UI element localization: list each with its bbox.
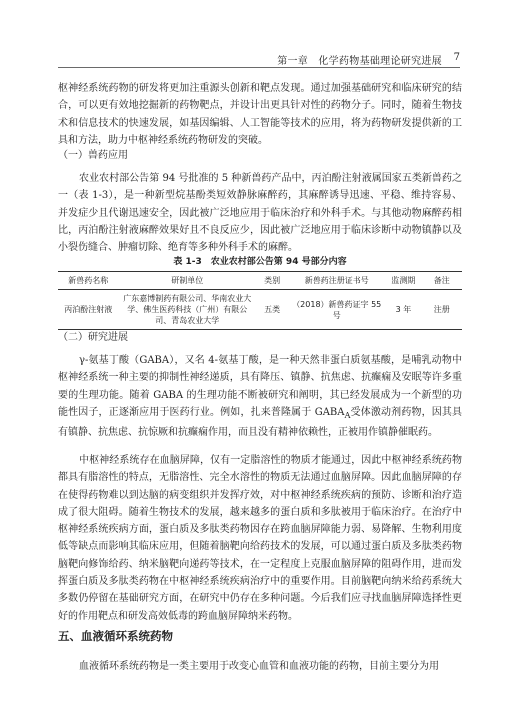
- header-rule: [58, 67, 460, 68]
- page-number: 7: [453, 52, 460, 63]
- cell-developer: 广东嘉博制药有限公司、华南农业大学、佛生医药科技（广州）有限公司、青岛农业大学: [119, 290, 256, 330]
- paragraph: 枢神经系统药物的研发将更加注重源头创新和靶点发现。通过加强基础研究和临床研究的结合，可以更有效地挖掘新的药物靶点，并设计出更具针对性的药物分子。同时，随着生物技术和信息技术的快速发展，如基因编辑、人工智能等技术的应用，将为药物研发提供新的工具和方法，助力中枢神经系统药物研发的突破。: [58, 83, 462, 146]
- column-header: 备注: [422, 272, 462, 290]
- paragraph-5-block: [58, 658, 462, 675]
- subheading-vet: （一）兽药应用: [58, 150, 128, 161]
- cell-name: 丙泊酚注射液: [58, 290, 119, 330]
- paragraph-1-block: [58, 80, 462, 149]
- paragraph-3-block: [58, 352, 462, 441]
- column-header: 新兽药注册证书号: [288, 272, 385, 290]
- column-header: 监测期: [385, 272, 421, 290]
- table-caption: 表 1-3 农业农村部公告第 94 号部分内容: [173, 257, 347, 267]
- chapter-title: 第一章 化学药物基础理论研究进展: [277, 56, 442, 67]
- table-header-row: [58, 272, 462, 290]
- cell-cert: （2018）新兽药证字 55 号: [288, 290, 385, 330]
- table-block: [58, 254, 462, 330]
- table-row: [58, 290, 462, 330]
- section-heading-block: [58, 628, 462, 644]
- heading-block: [58, 148, 462, 164]
- heading-block: [58, 330, 462, 346]
- paragraph-2-block: [58, 170, 462, 256]
- paragraph: 农业农村部公告第 94 号批准的 5 种新兽药产品中，丙泊酚注射液属国家五类新兽药之一（表 1-3），是一种新型烷基酚类短效静脉麻醉药，其麻醉诱导迅速、平稳、维持容易、并发症少且代谢迅速安全，因此被广泛地应用于临床治疗和外科手术。与其他动物麻醉药相比，丙泊酚注射液麻醉效果好且不良反应少，因此被广泛地应用于临床诊断中动物镇静以及小裂伤缝合、肿瘤切除、绝育等多种外科手术的麻醉。: [58, 173, 462, 254]
- paragraph: 血液循环系统药物是一类主要用于改变心血管和血液功能的药物，目前主要分为用: [79, 661, 439, 672]
- subheading-research: （二）研究进展: [58, 332, 128, 343]
- column-header: 新兽药名称: [58, 272, 119, 290]
- paragraph-4-block: [58, 452, 462, 625]
- column-header: 研制单位: [119, 272, 256, 290]
- cell-remark: 注册: [422, 290, 462, 330]
- paragraph: γ-氨基丁酸（GABA），又名 4-氨基丁酸，是一种天然非蛋白质氨基酸，是哺乳动物中枢神经系统一种主要的抑制性神经递质，具有降压、镇静、抗焦虑、抗癫痫及安眠等许多重要的生理功能。随着 GABA 的生理功能不断被研究和阐明，其已经发展成为一个新型的功能性因子，正逐渐应用于医药行业。例如，扎来普隆属于 $GABA_A$受体激动剂药物，因其具有镇静、抗焦虑、抗惊厥和抗癫痫作用，而且没有精神依赖性，正被用作镇静催眠药。: [58, 355, 462, 439]
- cell-period: 3 年: [385, 290, 421, 330]
- column-header: 类别: [256, 272, 288, 290]
- section-heading: 五、血液循环系统药物: [58, 629, 173, 643]
- running-header: [0, 52, 520, 66]
- data-table: [58, 271, 462, 330]
- cell-category: 五类: [256, 290, 288, 330]
- paragraph: 中枢神经系统存在血脑屏障，仅有一定脂溶性的物质才能通过，因此中枢神经系统药物都具有脂溶性的特点，无脂溶性、完全水溶性的物质无法通过血脑屏障。因此血脑屏障的存在使得药物难以到达脑的病变组织并发挥疗效，对中枢神经系统疾病的预防、诊断和治疗造成了很大阻碍。随着生物技术的发展，越来越多的蛋白质和多肽被用于临床治疗。在治疗中枢神经系统疾病方面，蛋白质及多肽类药物因存在跨血脑屏障能力弱、易降解、生物利用度低等缺点而影响其临床应用，但随着脑靶向给药技术的发展，可以通过蛋白质及多肽类药物脑靶向修饰给药、纳米脑靶向递药等技术，在一定程度上克服血脑屏障的阻碍作用，进而发挥蛋白质及多肽类药物在中枢神经系统疾病治疗中的重要作用。目前脑靶向纳米给药系统大多数仍停留在基础研究方面，在研究中仍存在多种问题。今后我们应寻找血脑屏障选择性更好的作用靶点和研发高效低毒的跨血脑屏障纳米药物。: [58, 455, 462, 622]
